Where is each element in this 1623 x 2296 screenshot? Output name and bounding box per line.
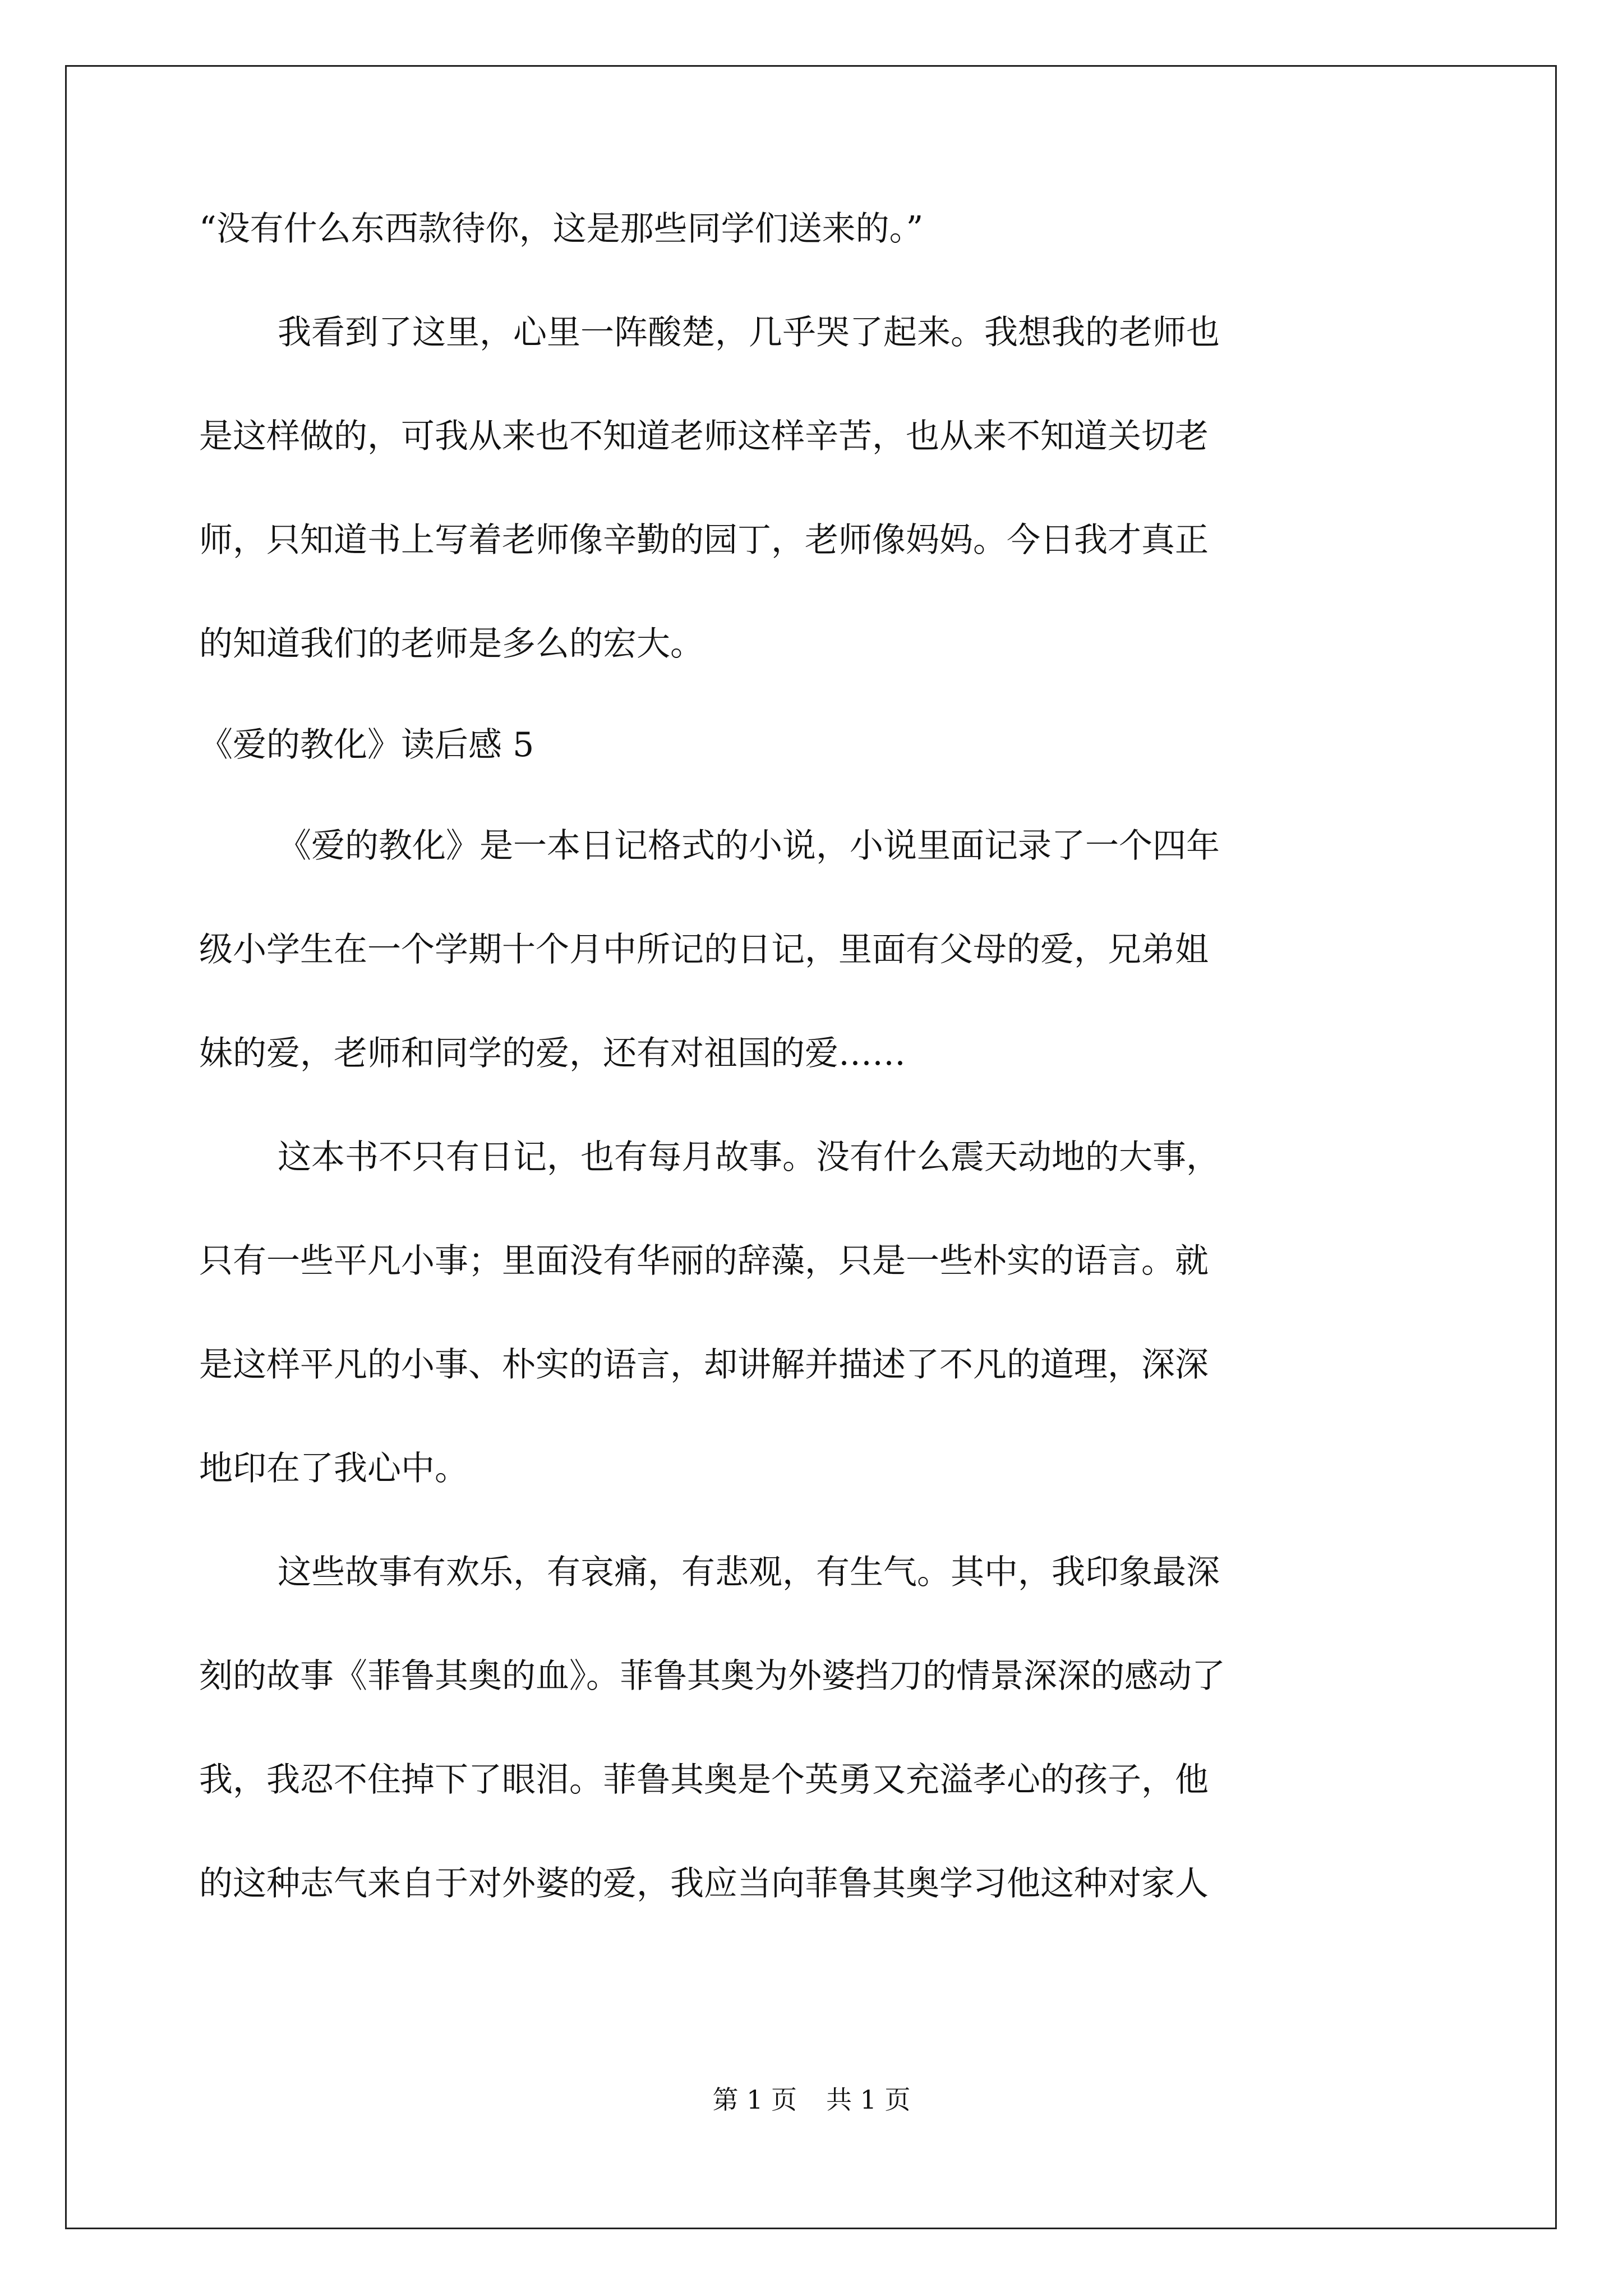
document-body (199, 209, 1433, 1903)
text-line: 我看到了这里，心里一阵酸楚，几乎哭了起来。我想我的老师也 (278, 313, 1220, 352)
text-line: 的知道我们的老师是多么的宏大。 (199, 624, 704, 664)
text-line: 师，只知道书上写着老师像辛勤的园丁，老师像妈妈。今日我才真正 (199, 521, 1209, 560)
text-line: 的这种志气来自于对外婆的爱，我应当向菲鲁其奥学习他这种对家人 (199, 1864, 1209, 1903)
text-line: 地印在了我心中。 (199, 1449, 468, 1488)
total-pages: 共 1 页 (826, 2085, 911, 2115)
page-footer (0, 2086, 1623, 2114)
page-number: 第 1 页 (712, 2085, 797, 2115)
section-heading: 《爱的教化》读后感 5 (199, 725, 534, 765)
text-line: 这些故事有欢乐，有哀痛，有悲观，有生气。其中，我印象最深 (278, 1553, 1220, 1592)
text-line: 只有一些平凡小事；里面没有华丽的辞藻，只是一些朴实的语言。就 (199, 1241, 1209, 1281)
text-line: 是这样平凡的小事、朴实的语言，却讲解并描述了不凡的道理，深深 (199, 1345, 1209, 1384)
text-line: 刻的故事《菲鲁其奥的血》。菲鲁其奥为外婆挡刀的情景深深的感动了 (199, 1657, 1225, 1696)
text-line: 级小学生在一个学期十个月中所记的日记，里面有父母的爱，兄弟姐 (199, 930, 1209, 969)
text-line: 《爱的教化》是一本日记格式的小说，小说里面记录了一个四年 (278, 826, 1220, 866)
text-line: 妹的爱，老师和同学的爱，还有对祖国的爱…… (199, 1034, 906, 1073)
text-line: “没有什么东西款待你，这是那些同学们送来的。” (199, 209, 924, 249)
text-line: 我，我忍不住掉下了眼泪。菲鲁其奥是个英勇又充溢孝心的孩子，他 (199, 1760, 1209, 1800)
text-line: 这本书不只有日记，也有每月故事。没有什么震天动地的大事， (278, 1138, 1220, 1177)
text-line: 是这样做的，可我从来也不知道老师这样辛苦，也从来不知道关切老 (199, 417, 1209, 456)
